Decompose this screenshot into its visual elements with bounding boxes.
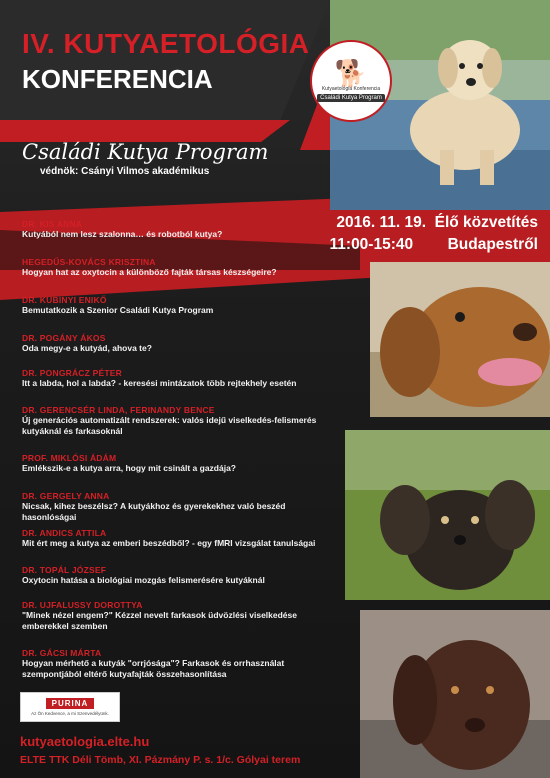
program-name: Családi Kutya Program [22, 140, 269, 164]
talk-speaker: DR. GERGELY ANNA [22, 491, 110, 501]
talk-item [22, 648, 342, 680]
talk-title: Itt a labda, hol a labda? - keresési mintázatok több rejtekhely esetén [22, 378, 297, 388]
talk-item [22, 528, 342, 549]
talk-title: Nicsak, kihez beszélsz? A kutyákhoz és gyerekekhez való beszéd hasonlóságai [22, 501, 286, 522]
event-live: Élő közvetítés [434, 214, 538, 231]
talk-item [22, 491, 342, 523]
talk-speaker: DR. ANDICS ATTILA [22, 528, 107, 538]
talk-item [22, 405, 342, 437]
talk-item [22, 565, 342, 586]
talk-speaker: HEGEDŰS-KOVÁCS KRISZTINA [22, 257, 156, 267]
decor-red-stripe [0, 120, 290, 142]
talk-title: Hogyan mérhető a kutyák "orrjósága"? Farkasok és orrhasználat szempontjából eltérő kutyafajták összehasonlítása [22, 658, 285, 679]
talk-speaker: DR. POGÁNY ÁKOS [22, 333, 106, 343]
venue-address: ELTE TTK Déli Tömb, XI. Pázmány P. s. 1/c. Gólyai terem [20, 754, 301, 766]
event-date: 2016. 11. 19. [336, 214, 426, 231]
talk-title: Hogyan hat az oxytocin a különböző fajták társas készségeire? [22, 267, 277, 277]
event-location: Budapestről [447, 236, 538, 253]
logo-bottom-text: Családi Kutya Program [317, 94, 385, 102]
talk-item [22, 368, 342, 389]
talk-item [22, 257, 342, 278]
talk-speaker: DR. PONGRÁCZ PÉTER [22, 368, 122, 378]
event-date-row [330, 212, 538, 234]
talk-item [22, 219, 342, 240]
event-time-row [330, 234, 538, 256]
event-time: 11:00-15:40 [329, 236, 414, 253]
talk-title: Emlékszik-e a kutya arra, hogy mit csinált a gazdája? [22, 463, 237, 473]
patron-line: védnök: Csányi Vilmos akadémikus [40, 166, 210, 177]
talk-title: Oxytocin hatása a biológiai mozgás felismerésére kutyáknál [22, 575, 265, 585]
talk-speaker: DR. TOPÁL JÓZSEF [22, 565, 107, 575]
talk-speaker: DR. UJFALUSSY DOROTTYA [22, 600, 143, 610]
photo-shaggy-dark-dog [345, 430, 550, 600]
decor-shard [0, 0, 330, 120]
talk-speaker: DR. KIS ANNA [22, 219, 83, 229]
talk-speaker: DR. KUBINYI ENIKŐ [22, 295, 107, 305]
sponsor-logo [20, 692, 120, 722]
dog-silhouette-icon: 🐕 [334, 58, 368, 88]
talk-item [22, 600, 342, 632]
conference-title-line1: IV. KUTYAETOLÓGIA [22, 28, 310, 59]
conference-title-line2: KONFERENCIA [22, 64, 213, 94]
talk-speaker: DR. GERENCSÉR LINDA, FERINANDY BENCE [22, 405, 215, 415]
sponsor-tagline: Az Ön Kedvence, a mi Szenvedélyünk. [31, 711, 109, 716]
sponsor-name: PURINA [46, 698, 95, 709]
talk-title: Kutyából nem lesz szalonna… és robotból kutya? [22, 229, 223, 239]
talk-title: Új generációs automatizált rendszerek: valós idejű viselkedés-felismerés kutyáknál és farkasoknál [22, 415, 317, 436]
talk-speaker: PROF. MIKLÓSI ÁDÁM [22, 453, 117, 463]
talk-item [22, 333, 342, 354]
website-url: kutyaetologia.elte.hu [20, 734, 150, 749]
talk-title: Mit ért meg a kutya az emberi beszédből? - egy fMRI vizsgálat tanulságai [22, 538, 316, 548]
photo-brown-dog-tongue-out [370, 262, 550, 417]
conference-logo [310, 40, 392, 122]
talk-title: "Minek nézel engem?" Kézzel nevelt farkasok üdvözlési viselkedése emberekkel szemben [22, 610, 297, 631]
talk-title: Bemutatkozik a Szenior Családi Kutya Program [22, 305, 214, 315]
talk-item [22, 295, 342, 316]
photo-chocolate-labrador [360, 610, 550, 778]
talk-title: Oda megy-e a kutyád, ahova te? [22, 343, 152, 353]
logo-top-text: Kutyaetológia Konferencia [321, 86, 381, 92]
talk-speaker: DR. GÁCSI MÁRTA [22, 648, 102, 658]
talk-item [22, 453, 342, 474]
event-info [330, 212, 538, 256]
